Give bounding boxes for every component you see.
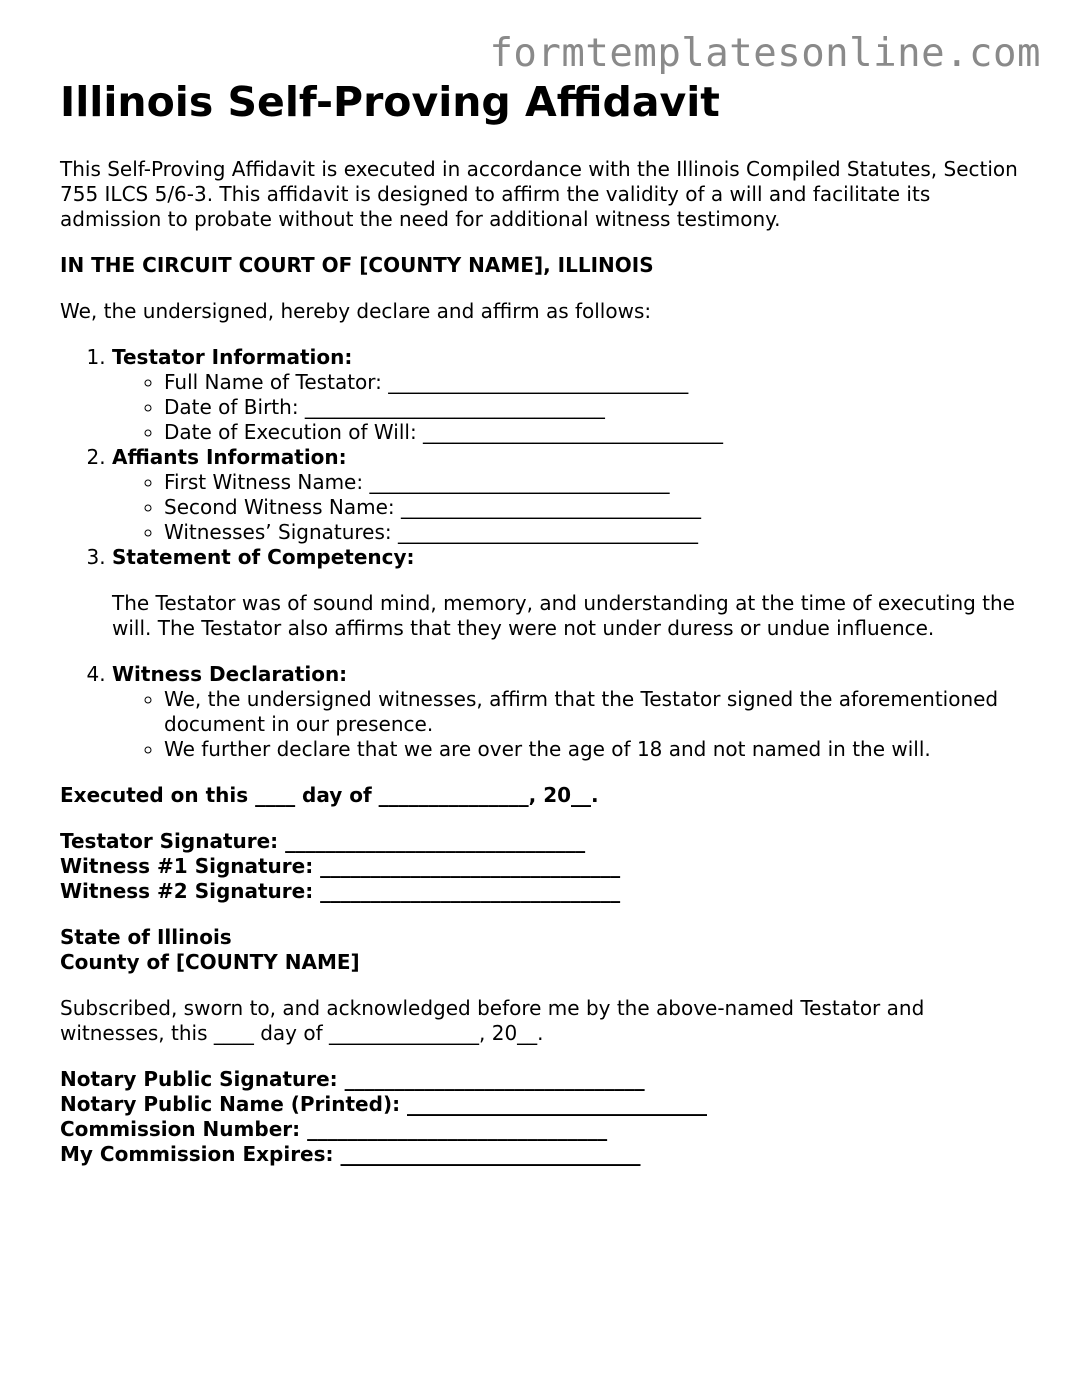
venue-block <box>60 925 1030 975</box>
signature-block <box>60 829 1030 904</box>
section-witness-declaration <box>112 662 1030 762</box>
affidavit-sections <box>60 345 1030 762</box>
section-title: Affiants Information: <box>112 445 347 469</box>
commission-number-line: Commission Number: ______________________________ <box>60 1117 608 1141</box>
date-of-birth-field: ◦ Date of Birth: ______________________________ <box>164 395 1030 420</box>
execution-date-line: Executed on this ____ day of _______________, 20__. <box>60 783 599 807</box>
second-witness-name-field: ◦ Second Witness Name: ______________________________ <box>164 495 1030 520</box>
state-line: State of Illinois <box>60 925 232 949</box>
commission-expires-line: My Commission Expires: ______________________________ <box>60 1142 641 1166</box>
intro-paragraph: This Self-Proving Affidavit is executed in accordance with the Illinois Compiled Statutes, Section 755 ILCS 5/6-3. This affidavit is designed to affirm the validity of a will and facilitate its admission to probate without the need for additional witness testimony. <box>60 157 1018 231</box>
section-title: Statement of Competency: <box>112 545 415 569</box>
county-line: County of [COUNTY NAME] <box>60 950 360 974</box>
witness-2-signature-line: Witness #2 Signature: ______________________________ <box>60 879 621 903</box>
section-affiants-information <box>112 445 1030 545</box>
witnesses-signatures-field: ◦ Witnesses’ Signatures: ______________________________ <box>164 520 1030 545</box>
watermark: formtemplatesonline.com <box>489 31 1041 76</box>
testator-signature-line: Testator Signature: ______________________________ <box>60 829 586 853</box>
full-name-of-testator-field: ◦ Full Name of Testator: ______________________________ <box>164 370 1030 395</box>
witness-declarations <box>112 687 1030 762</box>
notary-signature-line: Notary Public Signature: ______________________________ <box>60 1067 645 1091</box>
testator-fields <box>112 370 1030 445</box>
section-title: Witness Declaration: <box>112 662 348 686</box>
court-heading: IN THE CIRCUIT COURT OF [COUNTY NAME], ILLINOIS <box>60 253 654 277</box>
competency-text: The Testator was of sound mind, memory, and understanding at the time of executing the will. The Testator also affirms that they were not under duress or undue influence. <box>112 591 1015 640</box>
list-item: ◦ We, the undersigned witnesses, affirm that the Testator signed the aforementioned document in our presence. <box>164 687 1030 737</box>
notary-name-line: Notary Public Name (Printed): ______________________________ <box>60 1092 708 1116</box>
subscribed-statement: Subscribed, sworn to, and acknowledged before me by the above-named Testator and witnesses, this ____ day of _______________, 20__. <box>60 996 925 1045</box>
witness-1-signature-line: Witness #1 Signature: ______________________________ <box>60 854 621 878</box>
document-page <box>60 78 1030 1167</box>
section-statement-of-competency <box>112 545 1030 641</box>
section-title: Testator Information: <box>112 345 353 369</box>
affiants-fields <box>112 470 1030 545</box>
declaration-statement: We, the undersigned, hereby declare and affirm as follows: <box>60 299 652 323</box>
notary-block <box>60 1067 1030 1167</box>
first-witness-name-field: ◦ First Witness Name: ______________________________ <box>164 470 1030 495</box>
list-item: ◦ We further declare that we are over the age of 18 and not named in the will. <box>164 737 1030 762</box>
section-testator-information <box>112 345 1030 445</box>
document-title: Illinois Self-Proving Affidavit <box>60 78 720 126</box>
date-of-execution-field: ◦ Date of Execution of Will: ______________________________ <box>164 420 1030 445</box>
